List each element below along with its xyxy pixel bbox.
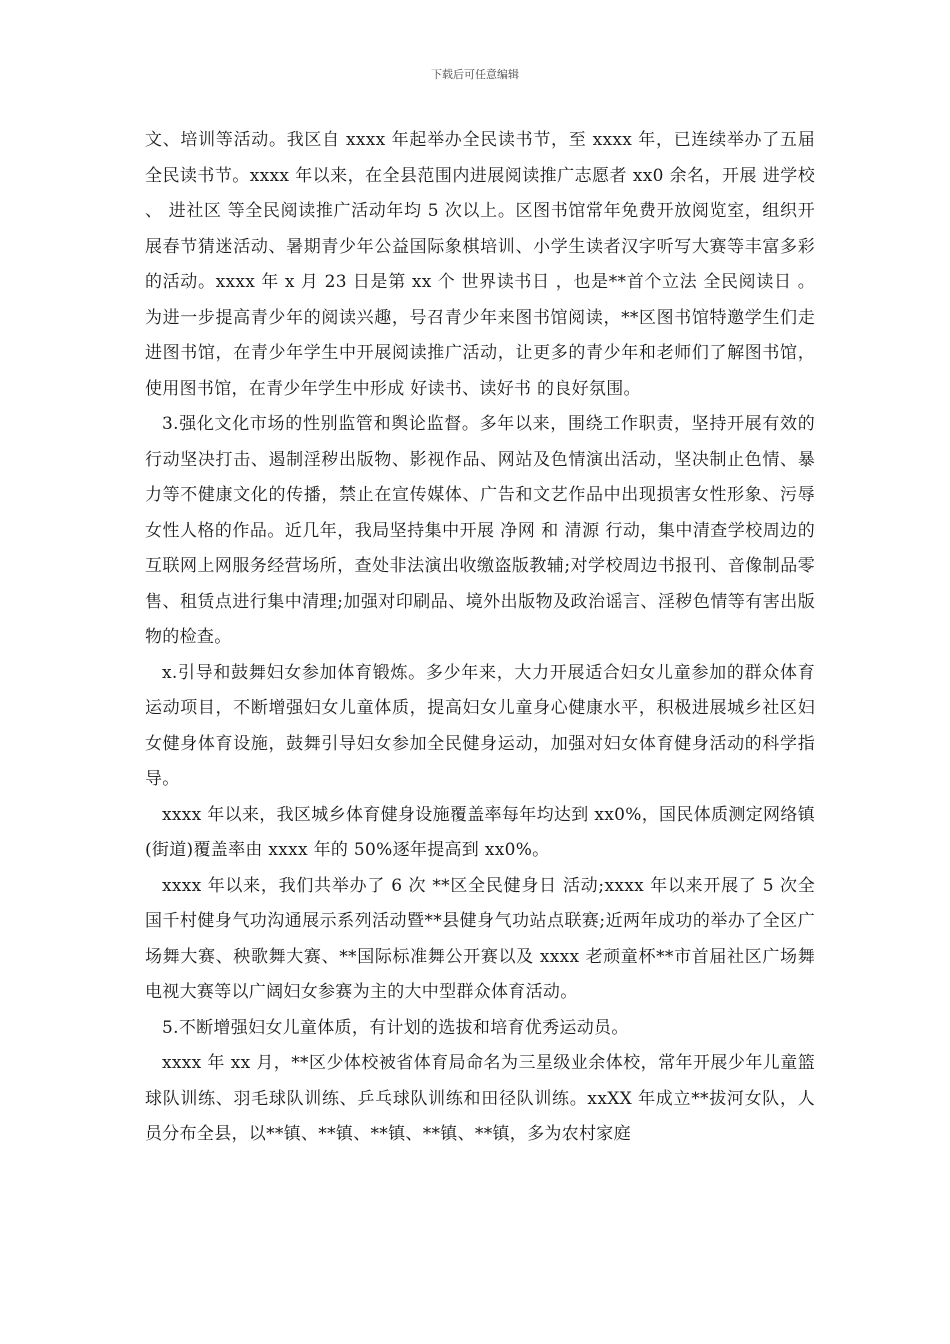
paragraph-4: xxxx 年以来，我区城乡体育健身设施覆盖率每年均达到 xx0%，国民体质测定网络镇(街道)覆盖率由 xxxx 年的 50%逐年提高到 xx0%。 xyxy=(145,804,815,860)
paragraph-7: xxxx 年 xx 月，**区少体校被省体育局命名为三星级业余体校，常年开展少年儿童篮球队训练、羽毛球队训练、乒乓球队训练和田径队训练。xxXX 年成立**拔河女队，人员分布全县，以**镇、**镇、**镇、**镇、**镇，多为农村家庭 xyxy=(145,1053,815,1144)
document-body xyxy=(145,123,815,1153)
paragraph-1: 文、培训等活动。我区自 xxxx 年起举办全民读书节，至 xxxx 年，已连续举办了五届全民读书节。xxxx 年以来，在全县范围内进展阅读推广志愿者 xx0 余名，开展 进学校 、 进社区 等全民阅读推广活动年均 5 次以上。区图书馆常年免费开放阅览室，组织开展春节猜迷活动、暑期青少年公益国际象棋培训、小学生读者汉字听写大赛等丰富多彩的活动。xxxx 年 x 月 23 日是第 xx 个 世界读书日 ，也是**首个立法 全民阅读日 。为进一步提高青少年的阅读兴趣，号召青少年来图书馆阅读，**区图书馆特邀学生们走进图书馆，在青少年学生中开展阅读推广活动，让更多的青少年和老师们了解图书馆，使用图书馆，在青少年学生中形成 好读书、读好书 的良好氛围。 xyxy=(145,130,815,399)
paragraph-2: 3.强化文化市场的性别监管和舆论监督。多年以来，围绕工作职责，坚持开展有效的行动坚决打击、遏制淫秽出版物、影视作品、网站及色情演出活动，坚决制止色情、暴力等不健康文化的传播，禁止在宣传媒体、广告和文艺作品中出现损害女性形象、污辱女性人格的作品。近几年，我局坚持集中开展 净网 和 清源 行动，集中清查学校周边的互联网上网服务经营场所，查处非法演出收缴盗版教辅;对学校周边书报刊、音像制品零售、租赁点进行集中清理;加强对印刷品、境外出版物及政治谣言、淫秽色情等有害出版物的检查。 xyxy=(145,414,815,647)
paragraph-3: x.引导和鼓舞妇女参加体育锻炼。多少年来，大力开展适合妇女儿童参加的群众体育运动项目，不断增强妇女儿童体质，提高妇女儿童身心健康水平，积极进展城乡社区妇女健身体育设施，鼓舞引导妇女参加全民健身运动，加强对妇女体育健身活动的科学指导。 xyxy=(145,662,815,789)
paragraph-5: xxxx 年以来，我们共举办了 6 次 **区全民健身日 活动;xxxx 年以来开展了 5 次全国千村健身气功沟通展示系列活动暨**县健身气功站点联赛;近两年成功的举办了全区广场舞大赛、秧歌舞大赛、**国际标准舞公开赛以及 xxxx 老顽童杯**市首届社区广场舞电视大赛等以广阔妇女参赛为主的大中型群众体育活动。 xyxy=(145,875,815,1002)
page-header: 下载后可任意编辑 xyxy=(431,68,519,81)
paragraph-6: 5.不断增强妇女儿童体质，有计划的选拔和培育优秀运动员。 xyxy=(162,1017,629,1038)
